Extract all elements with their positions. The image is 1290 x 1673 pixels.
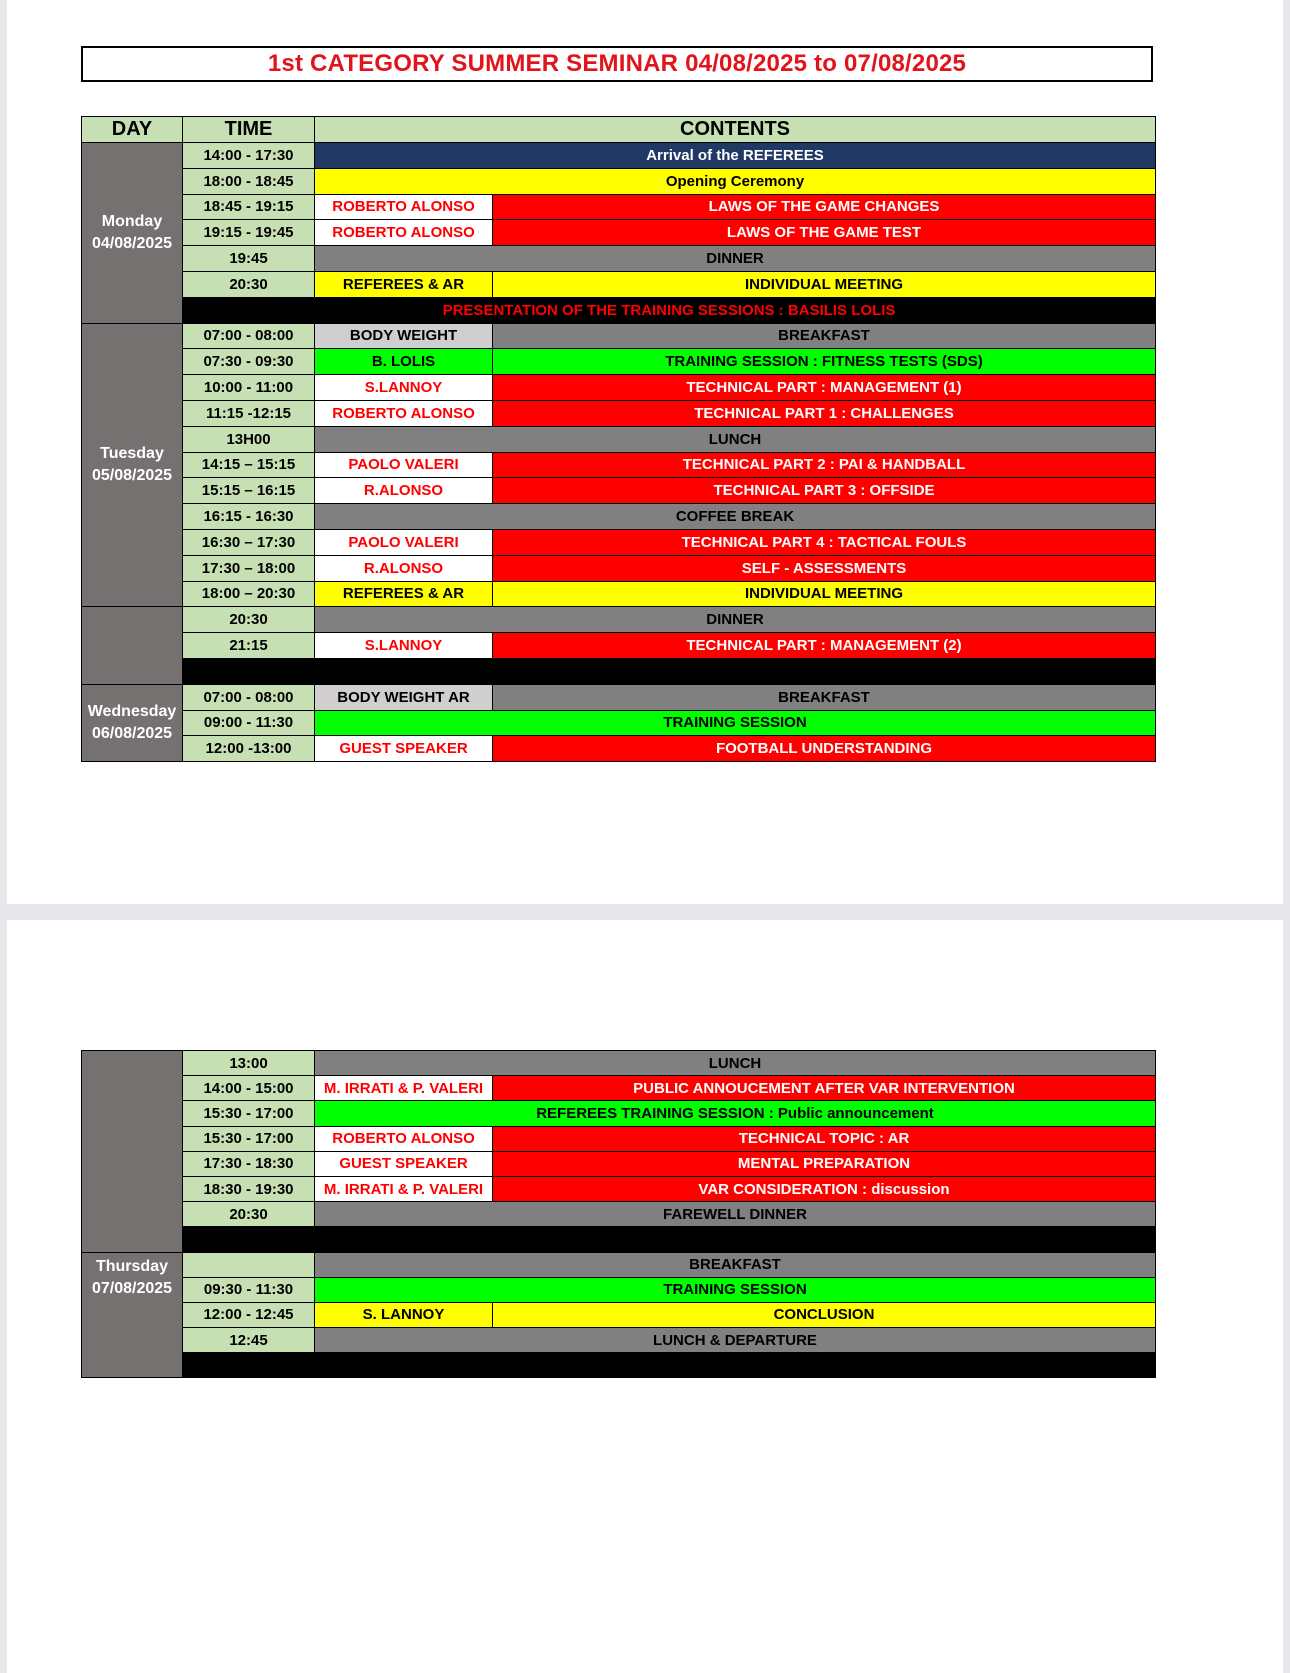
table-row: [82, 504, 1156, 530]
table-row: [82, 220, 1156, 246]
content-cell: LUNCH: [315, 1051, 1156, 1076]
content-cell: INDIVIDUAL MEETING: [493, 581, 1156, 607]
table-row: [82, 1126, 1156, 1151]
time-cell: 14:15 – 15:15: [183, 452, 315, 478]
speaker-cell: R.ALONSO: [315, 478, 493, 504]
time-cell: 18:00 – 20:30: [183, 581, 315, 607]
speaker-cell: PAOLO VALERI: [315, 452, 493, 478]
table-row: [82, 1202, 1156, 1227]
content-cell: LAWS OF THE GAME CHANGES: [493, 194, 1156, 220]
day-monday: [82, 143, 183, 324]
content-cell: Arrival of the REFEREES: [315, 143, 1156, 169]
table-row: [82, 246, 1156, 272]
day-date: 05/08/2025: [91, 466, 173, 484]
separator-row: [183, 658, 1156, 684]
table-row: [82, 658, 1156, 684]
time-cell: 14:00 - 15:00: [183, 1076, 315, 1101]
time-cell: 12:45: [183, 1328, 315, 1353]
time-cell: 19:15 - 19:45: [183, 220, 315, 246]
content-cell: TRAINING SESSION: [315, 710, 1156, 736]
content-cell: COFFEE BREAK: [315, 504, 1156, 530]
speaker-cell: GUEST SPEAKER: [315, 1151, 493, 1176]
content-cell: TRAINING SESSION : FITNESS TESTS (SDS): [493, 349, 1156, 375]
speaker-cell: B. LOLIS: [315, 349, 493, 375]
time-cell: 17:30 - 18:30: [183, 1151, 315, 1176]
table-row: [82, 168, 1156, 194]
content-cell: FOOTBALL UNDERSTANDING: [493, 736, 1156, 762]
schedule-table-days-3-4: [81, 1050, 1156, 1378]
day-date: 07/08/2025: [91, 1279, 173, 1297]
table-row: [82, 1353, 1156, 1378]
content-cell: LAWS OF THE GAME TEST: [493, 220, 1156, 246]
content-cell: TECHNICAL PART 3 : OFFSIDE: [493, 478, 1156, 504]
speaker-cell: BODY WEIGHT AR: [315, 684, 493, 710]
table-row: [82, 1101, 1156, 1126]
time-cell: 19:45: [183, 246, 315, 272]
content-cell: DINNER: [315, 246, 1156, 272]
day-blank-cell: [82, 607, 183, 684]
speaker-cell: S.LANNOY: [315, 375, 493, 401]
table-row: [82, 452, 1156, 478]
time-cell: 09:30 - 11:30: [183, 1277, 315, 1302]
day-thursday: [82, 1252, 183, 1378]
time-cell: 18:00 - 18:45: [183, 168, 315, 194]
content-cell: REFEREES TRAINING SESSION : Public announcement: [315, 1101, 1156, 1126]
time-cell: [183, 1252, 315, 1277]
table-row: [82, 323, 1156, 349]
day-name: Tuesday: [100, 444, 164, 462]
content-cell: VAR CONSIDERATION : discussion: [493, 1176, 1156, 1201]
time-cell: 11:15 -12:15: [183, 400, 315, 426]
table-row: [82, 529, 1156, 555]
speaker-cell: PAOLO VALERI: [315, 529, 493, 555]
table-row: [82, 400, 1156, 426]
speaker-cell: S.LANNOY: [315, 633, 493, 659]
table-row: [82, 271, 1156, 297]
table-row: [82, 1227, 1156, 1252]
content-cell: TRAINING SESSION: [315, 1277, 1156, 1302]
day-name: Wednesday: [87, 702, 177, 720]
content-cell: TECHNICAL PART 2 : PAI & HANDBALL: [493, 452, 1156, 478]
table-row: [82, 736, 1156, 762]
speaker-cell: ROBERTO ALONSO: [315, 400, 493, 426]
time-cell: 15:15 – 16:15: [183, 478, 315, 504]
speaker-cell: S. LANNOY: [315, 1302, 493, 1327]
separator-row: [183, 1227, 1156, 1252]
time-cell: 18:45 - 19:15: [183, 194, 315, 220]
content-cell: PRESENTATION OF THE TRAINING SESSIONS : BASILIS LOLIS: [183, 297, 1156, 323]
time-cell: 07:30 - 09:30: [183, 349, 315, 375]
table-row: [82, 1252, 1156, 1277]
contents-header: CONTENTS: [315, 117, 1156, 143]
speaker-cell: M. IRRATI & P. VALERI: [315, 1076, 493, 1101]
day-tuesday: [82, 323, 183, 607]
content-cell: DINNER: [315, 607, 1156, 633]
content-cell: Opening Ceremony: [315, 168, 1156, 194]
content-cell: CONCLUSION: [493, 1302, 1156, 1327]
content-cell: LUNCH: [315, 426, 1156, 452]
table-row: [82, 375, 1156, 401]
day-date: 04/08/2025: [91, 234, 173, 252]
day-name: Monday: [101, 212, 163, 230]
content-cell: PUBLIC ANNOUCEMENT AFTER VAR INTERVENTION: [493, 1076, 1156, 1101]
content-cell: BREAKFAST: [315, 1252, 1156, 1277]
separator-row: [183, 1353, 1156, 1378]
time-header: TIME: [183, 117, 315, 143]
speaker-cell: REFEREES & AR: [315, 581, 493, 607]
content-cell: INDIVIDUAL MEETING: [493, 271, 1156, 297]
table-row: [82, 1302, 1156, 1327]
content-cell: TECHNICAL TOPIC : AR: [493, 1126, 1156, 1151]
content-cell: TECHNICAL PART 4 : TACTICAL FOULS: [493, 529, 1156, 555]
content-cell: TECHNICAL PART 1 : CHALLENGES: [493, 400, 1156, 426]
speaker-cell: ROBERTO ALONSO: [315, 194, 493, 220]
speaker-cell: REFEREES & AR: [315, 271, 493, 297]
time-cell: 16:15 - 16:30: [183, 504, 315, 530]
table-row: [82, 1051, 1156, 1076]
content-cell: LUNCH & DEPARTURE: [315, 1328, 1156, 1353]
day-wednesday: [82, 684, 183, 761]
table-row: [82, 426, 1156, 452]
content-cell: TECHNICAL PART : MANAGEMENT (2): [493, 633, 1156, 659]
time-cell: 13H00: [183, 426, 315, 452]
speaker-cell: R.ALONSO: [315, 555, 493, 581]
content-cell: SELF - ASSESSMENTS: [493, 555, 1156, 581]
content-cell: BREAKFAST: [493, 323, 1156, 349]
time-cell: 14:00 - 17:30: [183, 143, 315, 169]
content-cell: MENTAL PREPARATION: [493, 1151, 1156, 1176]
table-row: [82, 581, 1156, 607]
table-row: [82, 1328, 1156, 1353]
table-row: [82, 297, 1156, 323]
table-row: [82, 478, 1156, 504]
content-cell: FAREWELL DINNER: [315, 1202, 1156, 1227]
time-cell: 21:15: [183, 633, 315, 659]
speaker-cell: ROBERTO ALONSO: [315, 220, 493, 246]
table-header-row: [82, 117, 1156, 143]
time-cell: 17:30 – 18:00: [183, 555, 315, 581]
day-blank-cell: [82, 1051, 183, 1253]
time-cell: 10:00 - 11:00: [183, 375, 315, 401]
time-cell: 20:30: [183, 271, 315, 297]
time-cell: 07:00 - 08:00: [183, 684, 315, 710]
table-row: [82, 710, 1156, 736]
day-date: 06/08/2025: [91, 724, 173, 742]
content-cell: TECHNICAL PART : MANAGEMENT (1): [493, 375, 1156, 401]
table-row: [82, 607, 1156, 633]
time-cell: 15:30 - 17:00: [183, 1126, 315, 1151]
time-cell: 20:30: [183, 1202, 315, 1227]
time-cell: 16:30 – 17:30: [183, 529, 315, 555]
table-row: [82, 1176, 1156, 1201]
time-cell: 13:00: [183, 1051, 315, 1076]
table-row: [82, 1151, 1156, 1176]
table-row: [82, 143, 1156, 169]
time-cell: 09:00 - 11:30: [183, 710, 315, 736]
table-row: [82, 349, 1156, 375]
day-header: DAY: [82, 117, 183, 143]
speaker-cell: BODY WEIGHT: [315, 323, 493, 349]
time-cell: 12:00 -13:00: [183, 736, 315, 762]
table-row: [82, 1076, 1156, 1101]
speaker-cell: GUEST SPEAKER: [315, 736, 493, 762]
time-cell: 07:00 - 08:00: [183, 323, 315, 349]
schedule-table-days-1-3: [81, 116, 1156, 762]
speaker-cell: ROBERTO ALONSO: [315, 1126, 493, 1151]
table-row: [82, 1277, 1156, 1302]
table-row: [82, 684, 1156, 710]
time-cell: 15:30 - 17:00: [183, 1101, 315, 1126]
time-cell: 12:00 - 12:45: [183, 1302, 315, 1327]
table-row: [82, 194, 1156, 220]
table-row: [82, 555, 1156, 581]
time-cell: 20:30: [183, 607, 315, 633]
day-name: Thursday: [95, 1257, 168, 1275]
speaker-cell: M. IRRATI & P. VALERI: [315, 1176, 493, 1201]
time-cell: 18:30 - 19:30: [183, 1176, 315, 1201]
content-cell: BREAKFAST: [493, 684, 1156, 710]
table-row: [82, 633, 1156, 659]
seminar-title: 1st CATEGORY SUMMER SEMINAR 04/08/2025 to 07/08/2025: [81, 46, 1153, 82]
